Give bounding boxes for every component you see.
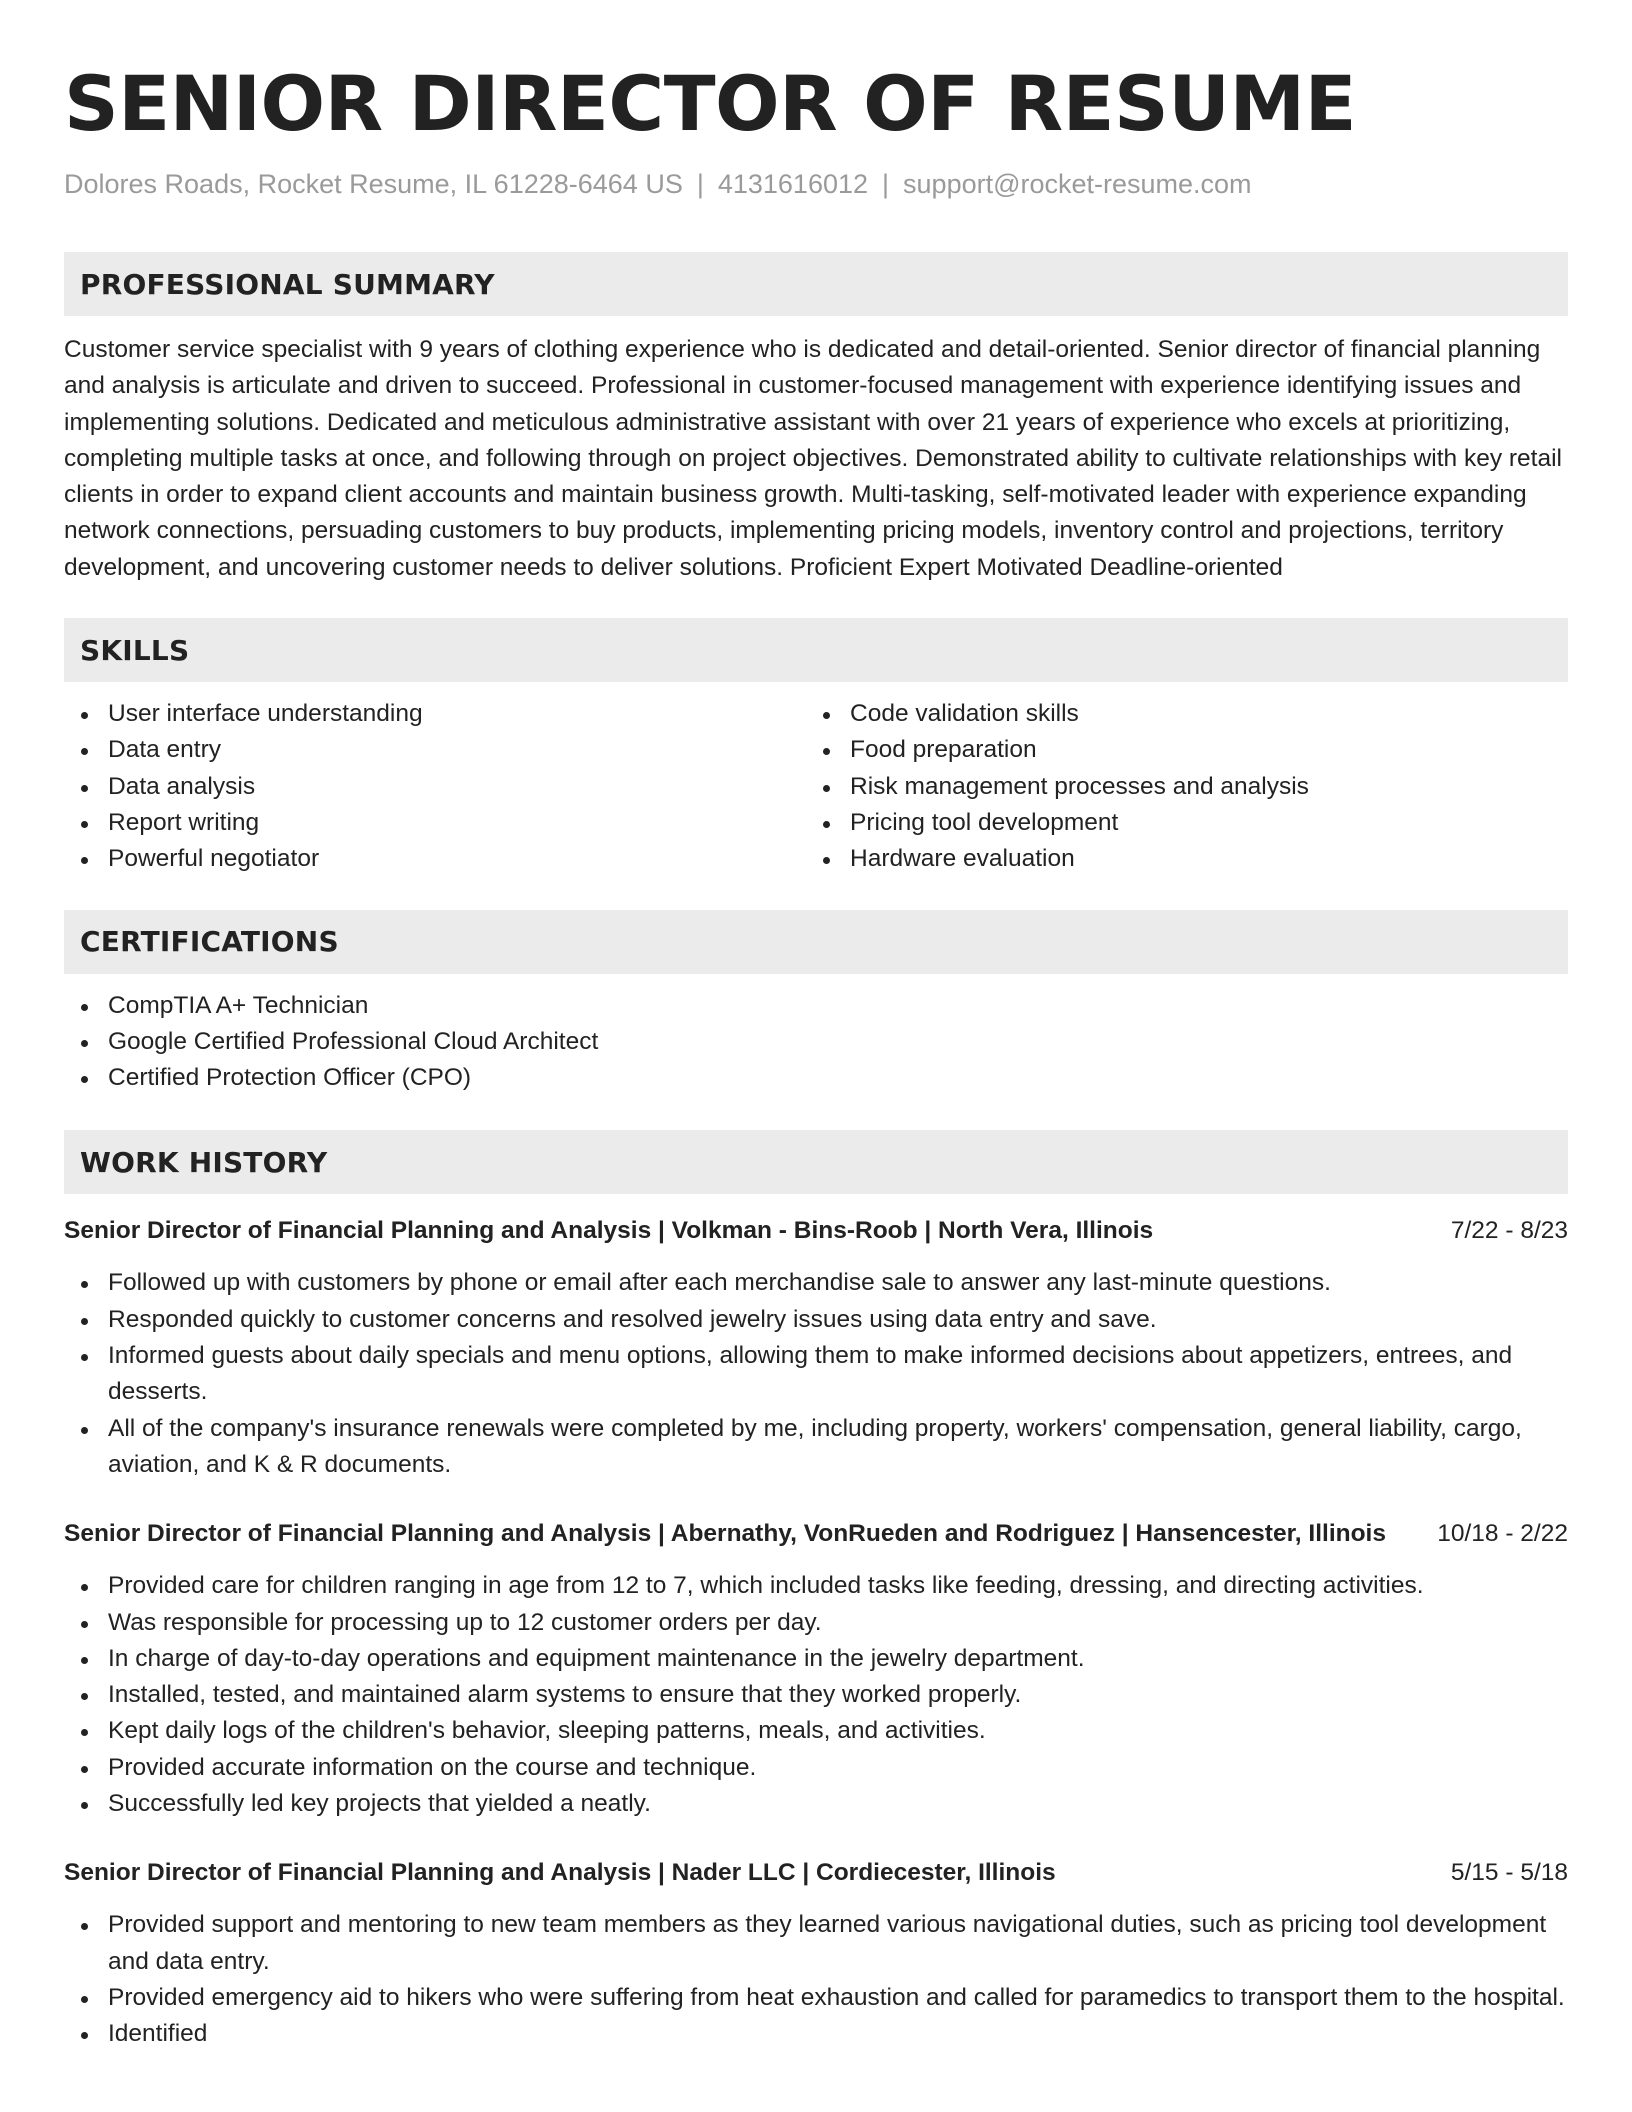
contact-email: support@rocket-resume.com	[903, 169, 1252, 199]
certification-item: CompTIA A+ Technician	[64, 988, 1568, 1024]
skill-item: Food preparation	[806, 732, 1548, 768]
contact-phone: 4131616012	[717, 169, 869, 199]
skills-section-header: SKILLS	[64, 618, 1568, 682]
job-entry	[64, 1856, 1568, 2052]
job-bullet: Informed guests about daily specials and menu options, allowing them to make informed decisions about appetizers, entrees, and desserts.	[64, 1338, 1568, 1411]
job-bullet: Kept daily logs of the children's behavior, sleeping patterns, meals, and activities.	[64, 1713, 1568, 1749]
job-bullet: Provided care for children ranging in age from 12 to 7, which included tasks like feeding, dressing, and directing activities.	[64, 1568, 1568, 1604]
job-entry	[64, 1517, 1568, 1822]
job-entry	[64, 1214, 1568, 1483]
job-header	[64, 1214, 1568, 1248]
job-bullet: Provided accurate information on the course and technique.	[64, 1750, 1568, 1786]
job-dates: 10/18 - 2/22	[1437, 1520, 1568, 1548]
job-dates: 7/22 - 8/23	[1450, 1217, 1568, 1245]
job-bullet: Was responsible for processing up to 12 customer orders per day.	[64, 1605, 1568, 1641]
job-header	[64, 1517, 1568, 1551]
skill-item: Data entry	[64, 732, 806, 768]
certification-item: Certified Protection Officer (CPO)	[64, 1060, 1568, 1096]
job-bullet: Identified	[64, 2016, 1568, 2052]
job-bullet: Successfully led key projects that yielded a neatly.	[64, 1786, 1568, 1822]
job-bullet: In charge of day-to-day operations and equipment maintenance in the jewelry department.	[64, 1641, 1568, 1677]
skills-column-left	[64, 696, 806, 877]
contact-separator: |	[882, 169, 890, 199]
job-bullet: Provided emergency aid to hikers who were suffering from heat exhaustion and called for paramedics to transport them to the hospital.	[64, 1980, 1568, 2016]
skill-item: Powerful negotiator	[64, 841, 806, 877]
job-title: Senior Director of Financial Planning and Analysis | Nader LLC | Cordiecester, Illinois	[64, 1859, 1056, 1887]
certifications-list	[64, 988, 1568, 1097]
job-dates: 5/15 - 5/18	[1450, 1859, 1568, 1887]
skill-item: Data analysis	[64, 769, 806, 805]
job-bullet: Responded quickly to customer concerns and resolved jewelry issues using data entry and save.	[64, 1302, 1568, 1338]
job-bullets	[64, 1265, 1568, 1483]
skills-column-right	[806, 696, 1548, 877]
summary-text: Customer service specialist with 9 years of clothing experience who is dedicated and detail-oriented. Senior director of financial planning and analysis is articulate and driven to succeed. Professional in customer-focused management with experience identifying issues and implementing solutions. Dedicated and meticulous administrative assistant with over 21 years of experience who excels at prioritizing, completing multiple tasks at once, and following through on project objectives. Demonstrated ability to cultivate relationships with key retail clients in order to expand client accounts and maintain business growth. Multi-tasking, self-motivated leader with experience expanding network connections, persuading customers to buy products, implementing pricing models, inventory control and projections, territory development, and uncovering customer needs to deliver solutions. Proficient Expert Motivated Deadline-oriented	[64, 336, 1562, 581]
skill-item: Code validation skills	[806, 696, 1548, 732]
certifications-section-header: CERTIFICATIONS	[64, 910, 1568, 974]
job-title: Senior Director of Financial Planning and Analysis | Volkman - Bins-Roob | North Vera, Illinois	[64, 1217, 1154, 1245]
resume-name: SENIOR DIRECTOR OF RESUME	[64, 59, 1357, 148]
job-title: Senior Director of Financial Planning and Analysis | Abernathy, VonRueden and Rodriguez | Hansencester, Illinois	[64, 1520, 1386, 1548]
job-bullet: Installed, tested, and maintained alarm systems to ensure that they worked properly.	[64, 1677, 1568, 1713]
skill-item: Pricing tool development	[806, 805, 1548, 841]
skill-item: User interface understanding	[64, 696, 806, 732]
skill-item: Hardware evaluation	[806, 841, 1548, 877]
job-bullet: All of the company's insurance renewals were completed by me, including property, workers' compensation, general liability, cargo, aviation, and K & R documents.	[64, 1411, 1568, 1484]
job-bullet: Provided support and mentoring to new team members as they learned various navigational duties, such as pricing tool development and data entry.	[64, 1907, 1568, 1980]
job-bullet: Followed up with customers by phone or email after each merchandise sale to answer any last-minute questions.	[64, 1265, 1568, 1301]
skill-item: Risk management processes and analysis	[806, 769, 1548, 805]
job-bullets	[64, 1568, 1568, 1822]
contact-line	[64, 166, 1568, 202]
contact-address: Dolores Roads, Rocket Resume, IL 61228-6464 US	[64, 169, 683, 199]
skill-item: Report writing	[64, 805, 806, 841]
summary-section-header: PROFESSIONAL SUMMARY	[64, 252, 1568, 316]
certification-item: Google Certified Professional Cloud Architect	[64, 1024, 1568, 1060]
job-header	[64, 1856, 1568, 1890]
job-bullets	[64, 1907, 1568, 2052]
work-history-section-header: WORK HISTORY	[64, 1130, 1568, 1194]
skills-list	[64, 696, 1568, 877]
contact-separator: |	[696, 169, 704, 199]
